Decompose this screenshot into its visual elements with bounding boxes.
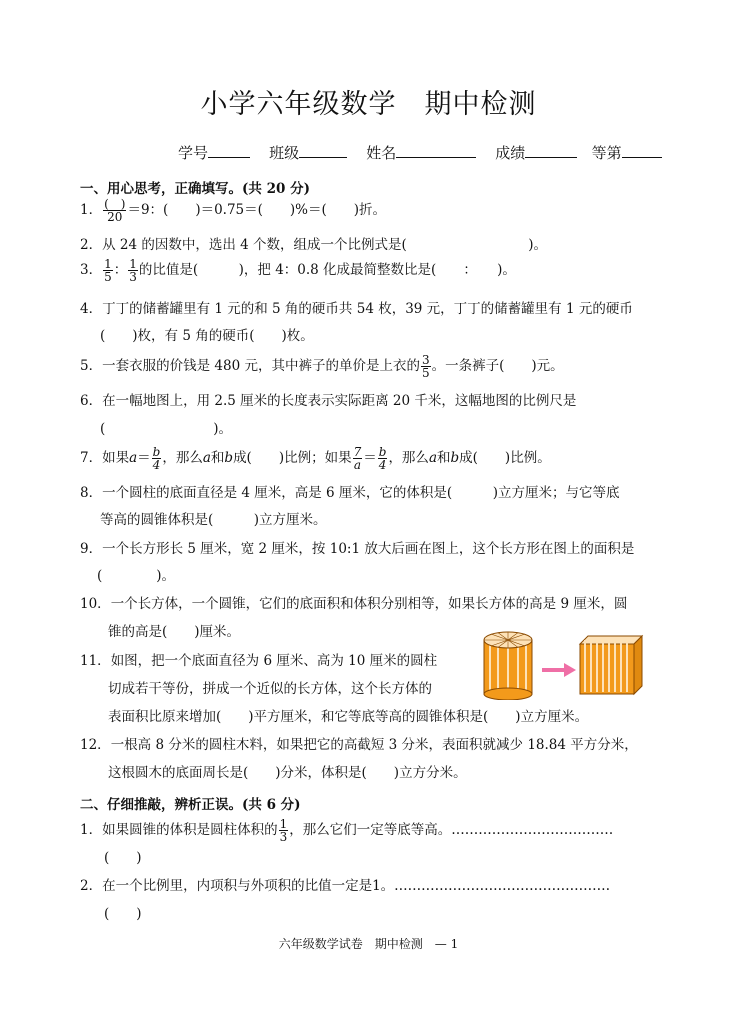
judge-question-2: 2．在一个比例里，内项积与外项积的比值一定是1。…………………………………………	[80, 878, 611, 894]
question-9: 9．一个长方形长 5 厘米，宽 2 厘米，按 10:1 放大后画在图上，这个长方形在图上的面积是	[80, 541, 635, 557]
question-5: 5．一套衣服的价钱是 480 元，其中裤子的单价是上衣的 $\frac{3}{5}$ 。一条裤子( )元。	[80, 353, 564, 380]
question-9-line2: ( )。	[97, 568, 176, 584]
question-4-line2: ( )枚，有 5 角的硬币( )枚。	[100, 328, 314, 344]
question-11-line3: 表面积比原来增加( )平方厘米，和它等底等高的圆锥体积是( )立方厘米。	[108, 709, 589, 725]
question-11: 11．如图，把一个底面直径为 6 厘米、高为 10 厘米的圆柱	[80, 653, 438, 669]
grade-label: 等第	[591, 144, 622, 162]
arrow-icon	[542, 663, 576, 677]
question-12-line2: 这根圆木的底面周长是( )分米，体积是( )立方分米。	[108, 765, 467, 781]
student-info-line	[178, 142, 662, 163]
question-10-line2: 锥的高是( )厘米。	[108, 624, 241, 640]
fraction-q7-a: $\frac{b}{4}$	[152, 445, 161, 472]
question-7: 7．如果a＝ $\frac{b}{4}$ ，那么a和b成( )比例；如果 $\frac{7}{a}$ ＝ $\frac{b}{4}$ ，那么a和b成( )比例。	[80, 445, 551, 472]
cylinder-icon	[484, 632, 532, 700]
page-footer: 六年级数学试卷 期中检测 — 1	[278, 937, 459, 951]
question-8: 8．一个圆柱的底面直径是 4 厘米，高是 6 厘米，它的体积是( )立方厘米；与它等底	[80, 485, 620, 501]
question-1: 1． $\frac{( )}{20}$ ＝9：( )＝0.75＝( )%＝( )折。	[80, 197, 387, 224]
question-2: 2．从 24 的因数中，选出 4 个数，组成一个比例式是( )。	[80, 237, 548, 253]
fraction-judge-1: $\frac{1}{3}$	[279, 817, 288, 844]
question-3: 3． $\frac{1}{5}$ ： $\frac{1}{3}$ 的比值是( )，把 4：0.8 化成最简整数比是( ： )。	[80, 257, 516, 284]
question-11-line2: 切成若干等份，拼成一个近似的长方体，这个长方体的	[108, 681, 432, 697]
section1-heading: 一、用心思考，正确填写。(共 20 分)	[80, 181, 310, 197]
name-label: 姓名	[366, 144, 397, 162]
cuboid-icon	[580, 636, 642, 694]
judge-answer-2[interactable]: ( )	[104, 906, 142, 922]
fraction-q7-c: $\frac{b}{4}$	[378, 445, 387, 472]
fraction-q7-b: $\frac{7}{a}$	[353, 445, 362, 472]
question-6: 6．在一幅地图上，用 2.5 厘米的长度表示实际距离 20 千米，这幅地图的比例尺是	[80, 393, 577, 409]
score-label: 成绩	[495, 144, 526, 162]
student-id-label: 学号	[178, 144, 209, 162]
fraction-q1: $\frac{( )}{20}$	[104, 197, 126, 224]
question-6-line2: ( )。	[100, 421, 233, 437]
page-title: 小学六年级数学 期中检测	[200, 89, 537, 120]
question-4: 4．丁丁的储蓄罐里有 1 元的和 5 角的硬币共 54 枚，39 元，丁丁的储蓄罐里有 1 元的硬币	[80, 301, 633, 317]
cylinder-to-cuboid-figure	[478, 628, 658, 700]
question-12: 12．一根高 8 分米的圆柱木料，如果把它的高截短 3 分米，表面积就减少 18.84 平方分米，	[80, 737, 638, 753]
judge-question-1: 1．如果圆锥的体积是圆柱体积的 $\frac{1}{3}$ ，那么它们一定等底等高。………………………………	[80, 817, 614, 844]
score-blank[interactable]	[525, 142, 577, 158]
section2-heading: 二、仔细推敲，辨析正误。(共 6 分)	[80, 797, 301, 813]
class-label: 班级	[269, 144, 300, 162]
fraction-q5: $\frac{3}{5}$	[421, 353, 430, 380]
fraction-q3-b: $\frac{1}{3}$	[129, 257, 137, 284]
question-8-line2: 等高的圆锥体积是( )立方厘米。	[100, 512, 327, 528]
grade-blank[interactable]	[622, 142, 662, 158]
name-blank[interactable]	[396, 142, 476, 158]
fraction-q3-a: $\frac{1}{5}$	[104, 257, 112, 284]
class-blank[interactable]	[299, 142, 347, 158]
question-10: 10．一个长方体，一个圆锥，它们的底面积和体积分别相等，如果长方体的高是 9 厘米，圆	[80, 596, 628, 612]
student-id-blank[interactable]	[208, 142, 250, 158]
judge-answer-1[interactable]: ( )	[104, 850, 142, 866]
